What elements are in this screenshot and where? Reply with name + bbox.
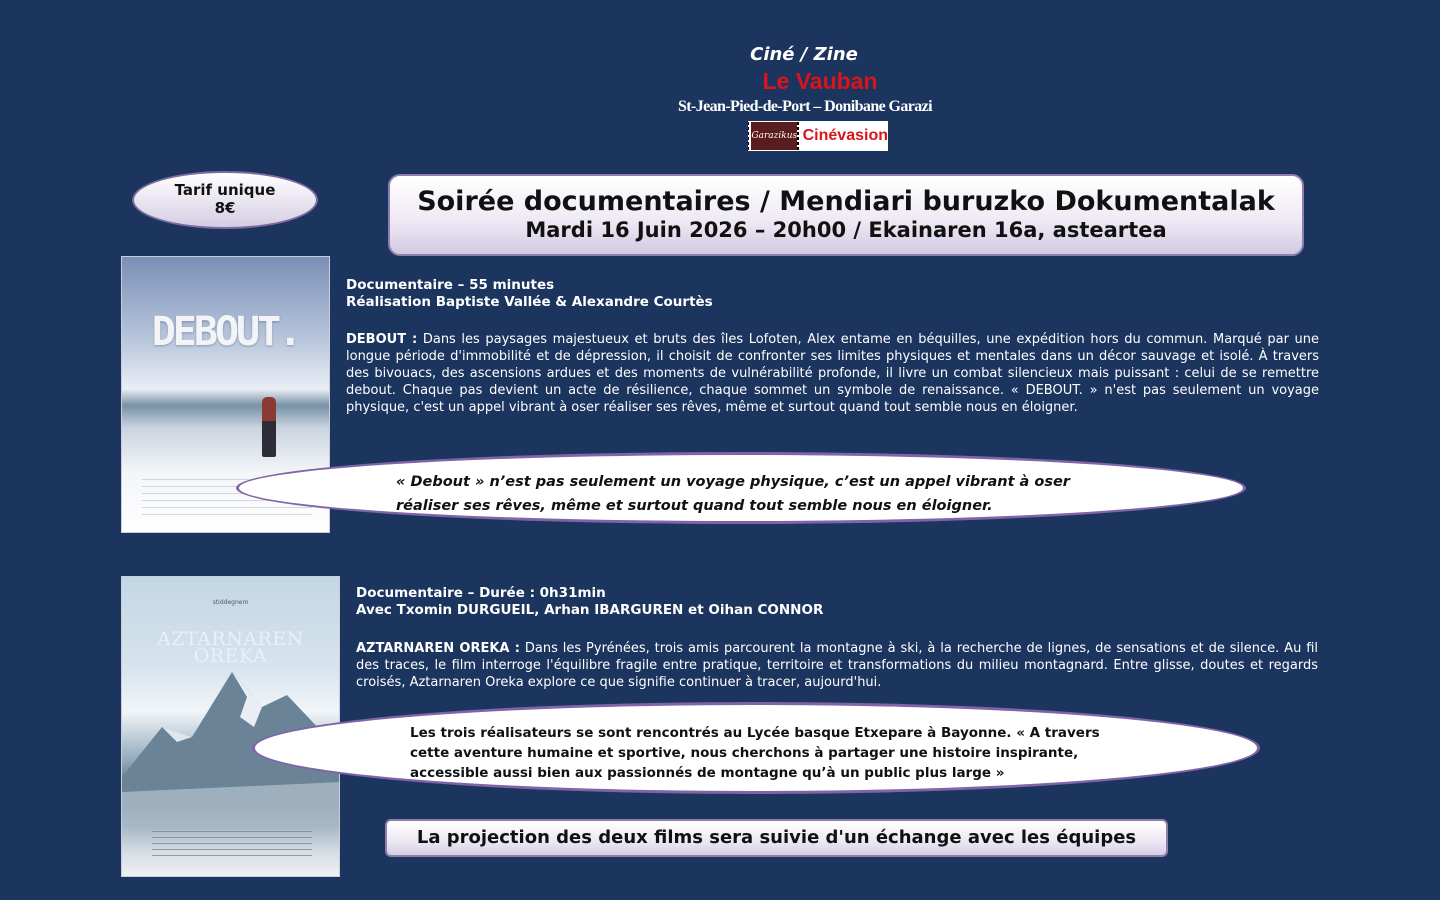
film2-description (356, 640, 1318, 691)
event-title-box (388, 174, 1304, 256)
cinevasion-logo (799, 122, 888, 150)
poster-credits (152, 831, 312, 857)
poster2-title-line1: AZTARNAREN (157, 628, 304, 650)
film2-type-duration: Documentaire – Durée : 0h31min (356, 585, 606, 601)
poster2-title (122, 628, 339, 667)
header-venue-name: Le Vauban (762, 68, 878, 94)
event-date: Mardi 16 Juin 2026 – 20h00 / Ekainaren 16a, asteartea (525, 218, 1167, 242)
film1-quote: « Debout » n’est pas seulement un voyage physique, c’est un appel vibrant à oser réaliser ses rêves, même et surtout quand tout semble nous en éloigner. (396, 474, 1070, 514)
film2-desc-text: Dans les Pyrénées, trois amis parcourent la montagne à ski, à la recherche de lignes, de sensations et de silence. Au fil des traces, le film interroge l'équilibre fragile entre pratique, territoire et transformations du milieu montagnard. Entre glisse, doutes et regards croisés, Aztarnaren Oreka explore ce que signifie continuer à tracer, aujourd'hui. (356, 641, 1318, 690)
garazikus-logo: Garazikus (751, 122, 797, 150)
price-value: 8€ (214, 199, 236, 217)
film1-meta (346, 277, 1246, 311)
poster-debout-title: DEBOUT. (151, 309, 300, 355)
film-strip-icon (748, 122, 749, 150)
price-label: Tarif unique (174, 181, 276, 199)
footer-note: La projection des deux films sera suivie d'un échange avec les équipes (385, 819, 1168, 857)
hiker-figure (262, 397, 276, 457)
cinevasion-logo-text: Cinévasion (802, 127, 888, 144)
film1-desc-title: DEBOUT : (346, 332, 418, 347)
event-title: Soirée documentaires / Mendiari buruzko Dokumentalak (417, 186, 1275, 217)
film2-desc-title: AZTARNAREN OREKA : (356, 641, 520, 656)
film2-meta (356, 585, 1256, 619)
film1-quote-ellipse (236, 452, 1246, 524)
header-location: St-Jean-Pied-de-Port – Donibane Garazi (677, 98, 933, 115)
price-badge (132, 171, 318, 229)
film1-desc-text: Dans les paysages majestueux et bruts des îles Lofoten, Alex entame en béquilles, une expédition hors du commun. Marqué par une longue période d'immobilité et de dépression, il choisit de confronter ses limites physiques et mentales dans un décor sauvage et isolé. À travers des bivouacs, des ascensions ardues et des moments de vulnérabilité profonde, il livre un combat silencieux mais puissant : celui de se remettre debout. Chaque pas devient un acte de résilience, chaque sommet un symbole de renaissance. « DEBOUT. » n'est pas seulement un voyage physique, c'est un appel vibrant à oser réaliser ses rêves, même et surtout quand tout semble nous en éloigner. (346, 332, 1320, 415)
header-cine-zine: Ciné / Zine (750, 44, 858, 65)
film1-description (346, 331, 1319, 416)
poster2-brand: stiddegnem (212, 599, 249, 606)
film1-type-duration: Documentaire – 55 minutes (346, 277, 555, 293)
film2-quote-ellipse (252, 702, 1260, 794)
film2-cast: Avec Txomin DURGUEIL, Arhan IBARGUREN et Oihan CONNOR (356, 602, 824, 618)
film2-quote: Les trois réalisateurs se sont rencontrés au Lycée basque Etxepare à Bayonne. « A travers cette aventure humaine et sportive, nous cherchons à partager une histoire inspirante, accessible aussi bien aux passionnés de montagne qu’à un public plus large » (410, 725, 1100, 781)
partner-logos (748, 121, 888, 151)
film1-director: Réalisation Baptiste Vallée & Alexandre Courtès (346, 294, 713, 310)
poster2-title-line2: OREKA (193, 645, 268, 667)
